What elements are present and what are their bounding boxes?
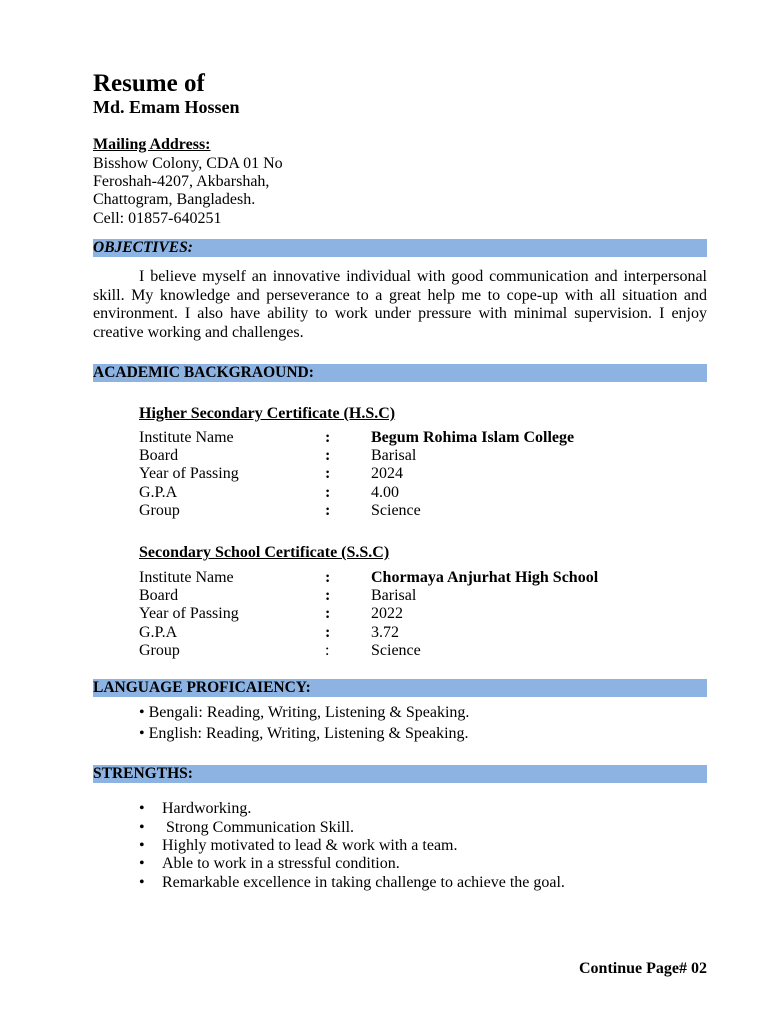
ssc-row-gpa [139, 624, 639, 642]
row-label: Year of Passing [139, 605, 239, 622]
row-value: Science [371, 642, 421, 659]
row-colon: : [325, 642, 330, 659]
objectives-text: I believe myself an innovative individual with good communication and interpersonal skill. My knowledge and perseverance to a great help me to cope-up with all situation and environment. I also have ability to work under pressure with minimal supervision. I enjoy creative working and challenges. [93, 268, 707, 342]
resume-title: Resume of [93, 70, 205, 97]
row-value: Science [371, 502, 421, 519]
row-label: Year of Passing [139, 465, 239, 482]
strength-text: Remarkable excellence in taking challenge to achieve the goal. [162, 874, 565, 891]
row-colon: : [325, 587, 331, 604]
ssc-row-board [139, 587, 639, 605]
language-item-english: • English: Reading, Writing, Listening & Speaking. [139, 725, 469, 742]
strengths-heading: STRENGTHS: [93, 765, 707, 783]
row-label: Board [139, 587, 179, 604]
candidate-name: Md. Emam Hossen [93, 97, 240, 117]
address-line: Feroshah-4207, Akbarshah, [93, 173, 270, 190]
row-value: Barisal [371, 587, 417, 604]
row-colon: : [325, 502, 331, 519]
strength-text: Able to work in a stressful condition. [162, 855, 400, 872]
row-label: G.P.A [139, 624, 178, 641]
mailing-address-heading: Mailing Address: [93, 136, 211, 153]
bullet: • [139, 855, 145, 872]
ssc-title: Secondary School Certificate (S.S.C) [139, 544, 390, 561]
row-value: 3.72 [371, 624, 399, 641]
row-value: Chormaya Anjurhat High School [371, 569, 599, 586]
hsc-row-group [139, 502, 639, 520]
row-label: Institute Name [139, 569, 234, 586]
row-value: Begum Rohima Islam College [371, 429, 575, 446]
address-line: Chattogram, Bangladesh. [93, 191, 256, 208]
row-label: G.P.A [139, 484, 178, 501]
row-colon: : [325, 447, 331, 464]
hsc-title: Higher Secondary Certificate (H.S.C) [139, 405, 396, 422]
bullet: • [139, 800, 145, 817]
address-line: Bisshow Colony, CDA 01 No [93, 155, 283, 172]
row-colon: : [325, 484, 331, 501]
bullet: • [139, 837, 145, 854]
bullet: • [139, 819, 145, 836]
ssc-row-year [139, 605, 639, 623]
row-colon: : [325, 624, 331, 641]
row-label: Group [139, 642, 180, 659]
strength-text: Hardworking. [162, 800, 252, 817]
cell-number: Cell: 01857-640251 [93, 210, 222, 227]
hsc-row-institute [139, 429, 639, 447]
row-value: 2024 [371, 465, 403, 482]
row-colon: : [325, 465, 331, 482]
row-value: 4.00 [371, 484, 399, 501]
ssc-row-institute [139, 569, 639, 587]
row-colon: : [325, 605, 331, 622]
ssc-row-group [139, 642, 639, 660]
strength-text: Strong Communication Skill. [162, 819, 355, 836]
hsc-row-year [139, 465, 639, 483]
row-label: Board [139, 447, 179, 464]
row-colon: : [325, 569, 331, 586]
row-label: Institute Name [139, 429, 234, 446]
language-item-bengali: • Bengali: Reading, Writing, Listening & Speaking. [139, 704, 470, 721]
row-value: 2022 [371, 605, 403, 622]
language-heading: LANGUAGE PROFICAIENCY: [93, 679, 707, 697]
objectives-heading: OBJECTIVES: [93, 239, 707, 257]
strength-text: Highly motivated to lead & work with a team. [162, 837, 458, 854]
academic-heading: ACADEMIC BACKGRAOUND: [93, 364, 707, 382]
row-label: Group [139, 502, 180, 519]
continue-page-note: Continue Page# 02 [579, 960, 707, 977]
bullet: • [139, 874, 145, 891]
row-value: Barisal [371, 447, 417, 464]
row-colon: : [325, 429, 331, 446]
hsc-row-board [139, 447, 639, 465]
hsc-row-gpa [139, 484, 639, 502]
